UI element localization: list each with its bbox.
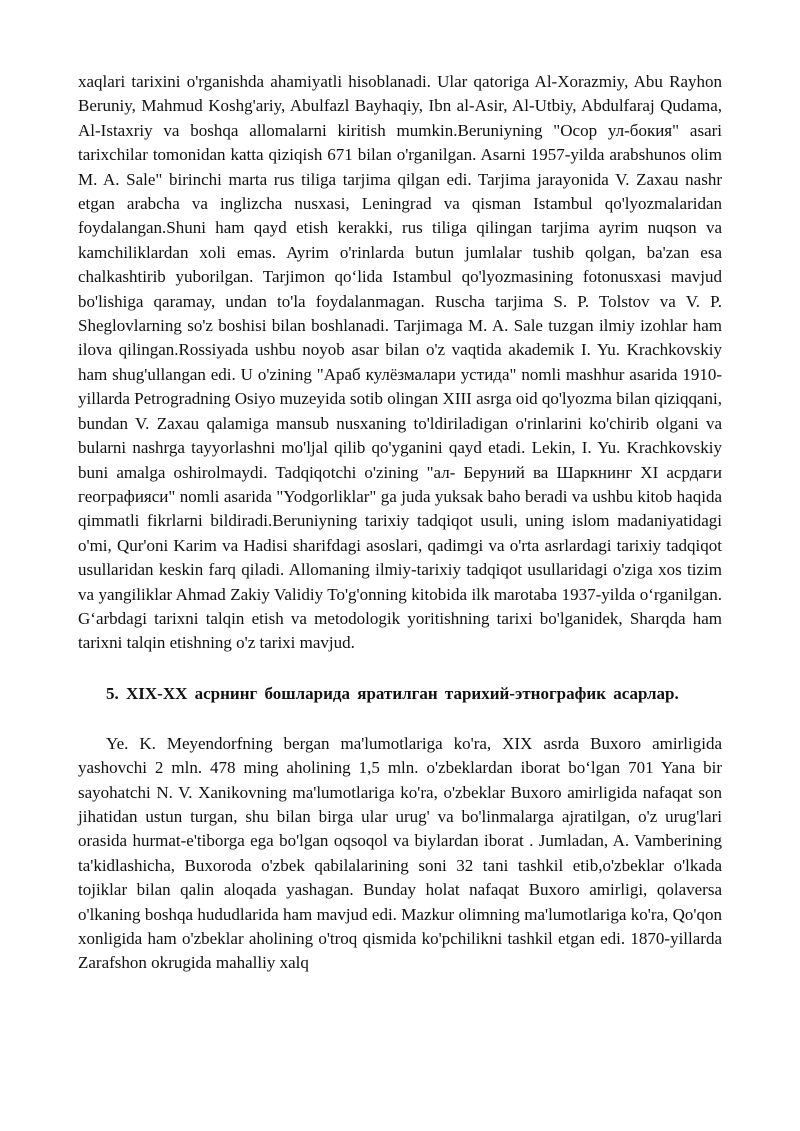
body-paragraph-2: Ye. K. Meyendorfning bergan ma'lumotlariga ko'ra, XIX asrda Buxoro amirligida yashovchi 2 mln. 478 ming aholining 1,5 mln. o'zbeklardan iborat bo‘lgan 701 Yana bir sayohatchi N. V. Xanikovning ma'lumotlariga ko'ra, o'zbeklar Buxoro amirligida nafaqat son jihatidan ustun turgan, shu bilan birga ular urug' va bo'linmalarga ajratilgan, o'z urug'lari orasida hurmat-e'tiborga ega bo'lgan oqsoqol va biylardan iborat . Jumladan, A. Vamberining ta'kidlashicha, Buxoroda o'zbek qabilalarining soni 32 tani tashkil etib,o'zbeklar o'lkada tojiklar bilan qalin aloqada yashagan. Bunday holat nafaqat Buxoro amirligi, qolaversa o'lkaning boshqa hududlarida ham mavjud edi. Mazkur olimning ma'lumotlariga ko'ra, Qo'qon xonligida ham o'zbeklar aholining o'troq qismida ko'pchilikni tashkil etgan edi. 1870-yillarda Zarafshon okrugida mahalliy xalq: [78, 733, 722, 973]
body-paragraph-1: xaqlari tarixini o'rganishda ahamiyatli hisoblanadi. Ular qatoriga Al-Xorazmiy, Abu Rayhon Beruniy, Mahmud Koshg'ariy, Abulfazl Bayhaqiy, Ibn al-Asir, Al-Utbiy, Abdulfaraj Qudama, Al-Istaxriy va boshqa allomalarni kiritish mumkin.Beruniyning "Осор ул-бокия" asari tarixchilar tomonidan katta qiziqish 671 bilan o'rganilgan. Asarni 1957-yilda arabshunos olim M. A. Sale" birinchi marta rus tiliga tarjima qilgan edi. Tarjima jarayonida V. Zaxau nashr etgan arabcha va inglizcha nusxasi, Leningrad va qisman Istambul qo'lyozmalaridan foydalangan.Shuni ham qayd etish kerakki, rus tiliga qilingan tarjima ayrim nuqson va kamchiliklardan xoli emas. Ayrim o'rinlarda butun jumlalar tushib qolgan, ba'zan esa chalkashtirib yuborilgan. Tarjimon qo‘lida Istambul qo'lyozmasining fotonusxasi mavjud bo'lishiga qaramay, undan to'la foydalanmagan. Ruscha tarjima S. P. Tolstov va V. P. Sheglovlarning so'z boshisi bilan boshlanadi. Tarjimaga M. A. Sale tuzgan ilmiy izohlar ham ilova qilingan.Rossiyada ushbu noyob asar bilan o'z vaqtida akademik I. Yu. Krachkovskiy ham shug'ullangan edi. U o'zining "Араб кулёзмалари устида" nomli mashhur asarida 1910-yillarda Petrogradning Osiyo muzeyida sotib olingan XIII asrga oid qo'lyozma bilan qiziqqani, bundan V. Zaxau qalamiga mansub nusxaning to'ldiriladigan o'rinlarini ko'chirib olgani va bularni nashrga tayyorlashni mo'ljal qilib qo'yganini qayd etadi. Lekin, I. Yu. Krachkovskiy buni amalga oshirolmaydi. Tadqiqotchi o'zining "ал- Беруний ва Шаркнинг XI асрдаги географияси" nomli asarida "Yodgorliklar" ga juda yuksak baho beradi va ushbu kitob haqida qimmatli fikrlarni bildiradi.Beruniyning tarixiy tadqiqot usuli, uning islom madaniyatidagi o'mi, Qur'oni Karim va Hadisi sharifdagi asoslari, qadimgi va o'rta asrlardagi tarixiy tadqiqot usullaridan keskin farq qiladi. Allomaning ilmiy-tarixiy tadqiqot usullaridagi o'ziga xos tizim va yangiliklar Ahmad Zakiy Validiy To'g'onning kitobida ilk marotaba 1937-yilda o‘rganilgan. G‘arbdagi tarixni talqin etish va metodologik yoritishning tarixi bo'lganidek, Sharqda ham tarixni talqin etishning o'z tarixi mavjud.: [78, 72, 722, 653]
section-heading: 5. XIX-XX асрнинг бошларида яратилган тарихий-этнографик асарлар.: [106, 683, 679, 703]
